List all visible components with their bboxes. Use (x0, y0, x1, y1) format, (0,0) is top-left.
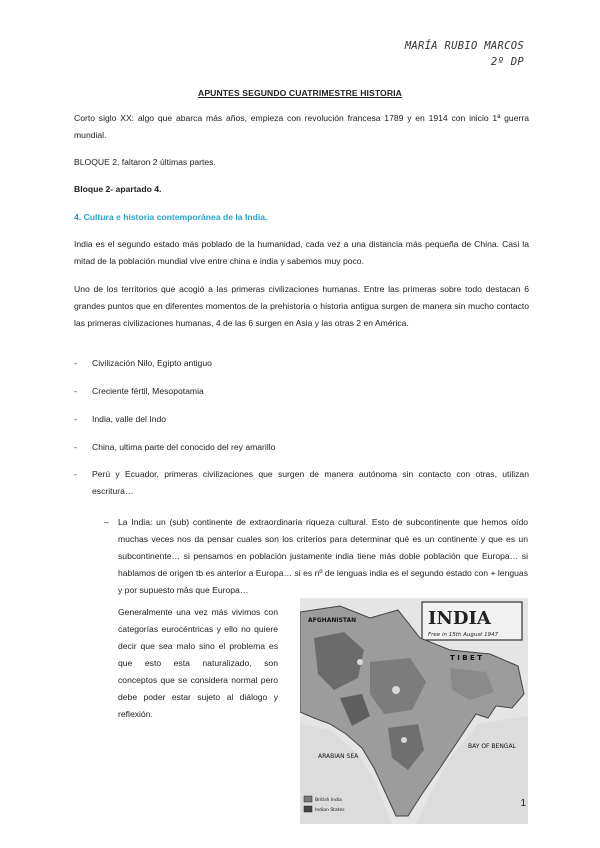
section-heading (74, 209, 529, 226)
map-label: ARABIAN SEA (318, 753, 359, 760)
legend-swatch (304, 806, 312, 812)
map-subtitle: Free in 15th August 1947 (428, 632, 499, 638)
india-map-drawing (300, 598, 528, 824)
bullet-dash: - (74, 386, 77, 396)
map-label: T I B E T (450, 654, 483, 662)
map-label: AFGHANISTAN (308, 617, 357, 624)
map-title: INDIA (428, 608, 491, 629)
map-label: BAY OF BENGAL (468, 743, 516, 750)
sub-list-item (104, 514, 528, 599)
document-title: APUNTES SEGUNDO CUATRIMESTRE HISTORIA (198, 88, 402, 98)
list-item: - Perú y Ecuador, primeras civilizaciones que surgen de manera autónoma sin contacto con otras, utilizan escritura… (74, 466, 529, 500)
india-map-image (300, 598, 528, 824)
sub-item-side-text: Generalmente una vez más vivimos con categorías eurocéntricas y ello no quiere decir que sea malo sino el problema es que esto esta naturalizado, son conceptos que se considera normal pero debe poder estar sujeto al diálogo y reflexión. (118, 607, 278, 719)
legend-label: British India (315, 798, 342, 803)
legend-swatch (304, 796, 312, 802)
legend-label: Indian States (315, 808, 345, 813)
document-page: MARÍA RUBIO MARCOS 2º DP APUNTES SEGUNDO CUATRIMESTRE HISTORIA Corto siglo XX: algo que abarca más años, empieza con revolución francesa 1789 y en 1914 con inicio 1ª guerra mundial. BLOQUE 2, faltaron 2 últimas partes. Bloque 2- apartado 4. 4. Cultura e historia contemporánea de la India. India es el segundo estado más poblado de la humanidad, cada vez a una distancia más pequeña de China. Casi la mitad de la población mundial vive entre china e india y sabemos muy poco. Uno de los territorios que acogió a las primeras civilizaciones humanas. Entre las primeras sobre todo destacan 6 grandes puntos que en diferentes momentos de la prehistoria o historia antigua surgen de manera sin mucho contacto las primeras civilizaciones humanas, 4 de las 6 surgen en Asia y las otras 2 en América. - Civilización Nilo, Egipto antiguo - Creciente fértil, Mesopotamia - India, valle del Indo - China, ultima parte del conocido del rey amarillo - Perú y Ecuador, primeras civilizaciones que surgen de manera autónoma sin contacto con otras, utilizan escritura… – La India: un (sub) continente de extraordinaria riqueza cultural. Esto de subcontinente que hemos oído muchas veces nos da pensar cuales son los criterios para determinar qué es un continente y que es un subcontinente… si pensamos en población justamente india tiene más doble población que Europa… si hablamos de origen tb es anterior a Europa… si es nº de lenguas india es el segundo estado con + lenguas y por supuesto más que Europa… Generalmente una vez más vivimos con categorías eurocéntricas y ello no quiere decir que sea malo sino el problema es que esto esta naturalizado, son conceptos que se considera normal pero debe poder estar sujeto al diálogo y reflexión. INDIA Free in 15th August 1947 AFGHANISTAN T I B E T ARABIAN SEA BAY OF BENGAL British India Indian States 1 (0, 0, 600, 848)
page-number: 1 (520, 798, 526, 809)
bullet-dash: - (74, 358, 77, 368)
section-number: 4. (74, 212, 82, 222)
sub-bullet-dash: – (104, 517, 109, 527)
sub-item-text: La India: un (sub) continente de extraordinaria riqueza cultural. Esto de subcontinente que hemos oído muchas veces nos da pensar cuales son los criterios para determinar qué es un continente y que es un subcontinente… si pensamos en población justamente india tiene más doble población que Europa… si hablamos de origen tb es anterior a Europa… si es nº de lenguas india es el segundo estado con + lenguas y por supuesto más que Europa… (118, 517, 528, 595)
bullet-dash: - (74, 442, 77, 452)
section-title: Cultura e historia contemporánea de la India. (83, 212, 268, 222)
block-note: BLOQUE 2, faltaron 2 últimas partes. (74, 157, 216, 167)
bullet-dash: - (74, 414, 77, 424)
block-heading: Bloque 2- apartado 4. (74, 184, 162, 194)
course-label: 2º DP (490, 56, 524, 68)
author-header (405, 38, 524, 70)
author-name: MARÍA RUBIO MARCOS (404, 40, 524, 52)
bullet-dash: - (74, 469, 77, 479)
paragraph-2: Uno de los territorios que acogió a las primeras civilizaciones humanas. Entre las primeras sobre todo destacan 6 grandes puntos que en diferentes momentos de la prehistoria o historia antigua surgen de manera sin mucho contacto las primeras civilizaciones humanas, 4 de las 6 surgen en Asia y las otras 2 en América. (74, 284, 529, 328)
paragraph-1: India es el segundo estado más poblado de la humanidad, cada vez a una distancia más pequeña de China. Casi la mitad de la población mundial vive entre china e india y sabemos muy poco. (74, 239, 529, 266)
intro-paragraph: Corto siglo XX: algo que abarca más años, empieza con revolución francesa 1789 y en 1914 con inicio 1ª guerra mundial. (74, 113, 529, 140)
